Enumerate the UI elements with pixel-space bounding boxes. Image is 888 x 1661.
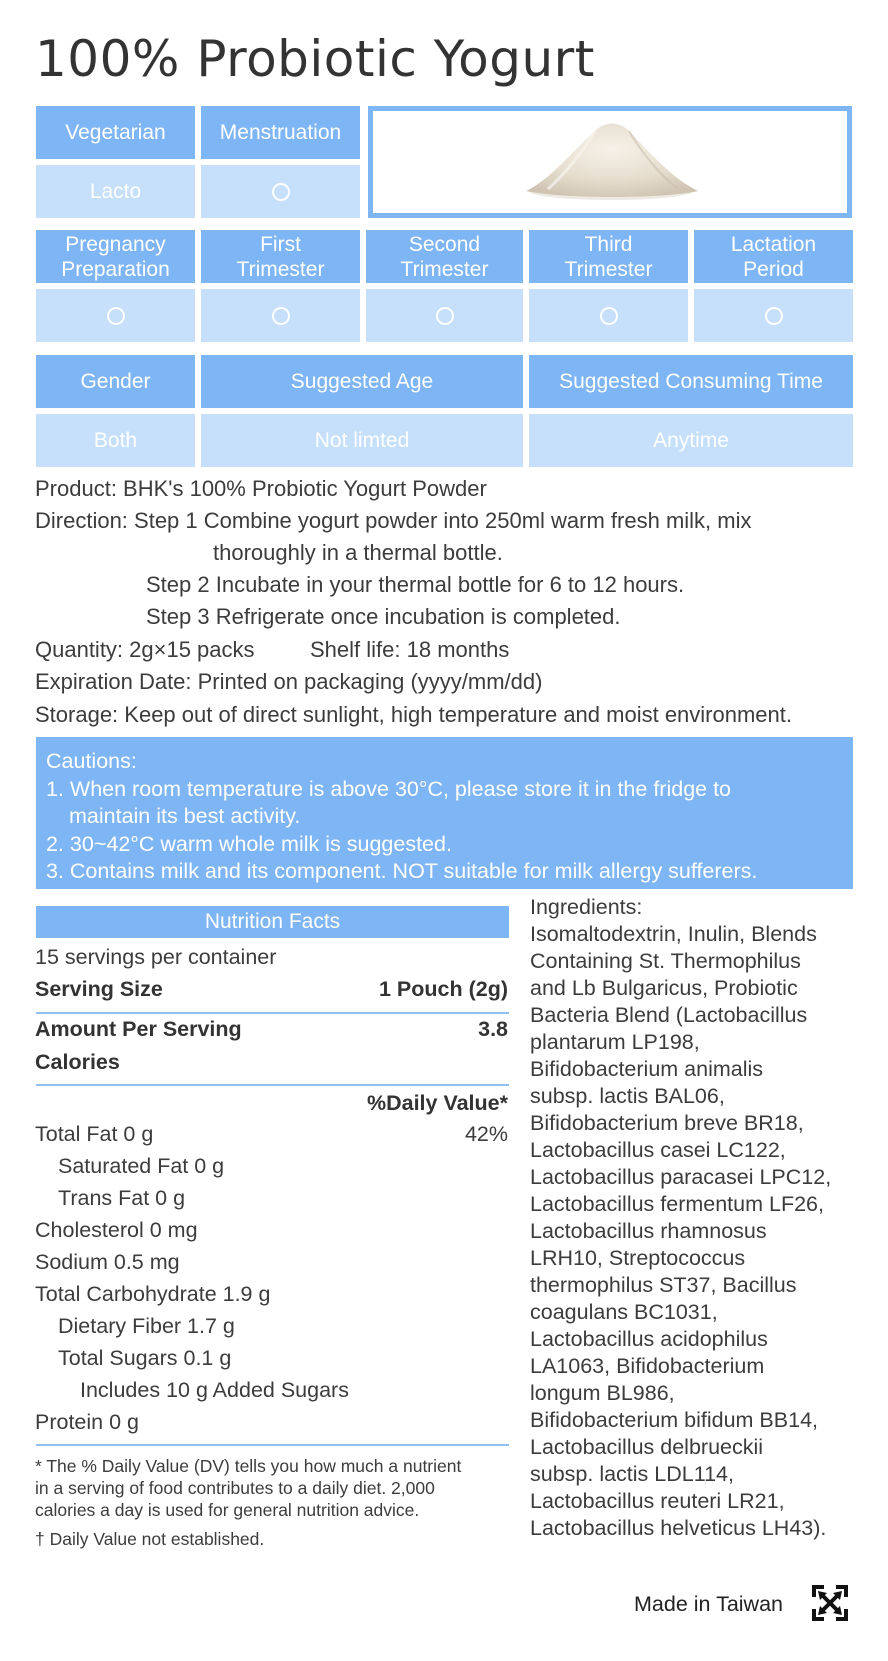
ingredients-line: Bifidobacterium breve BR18, — [530, 1111, 804, 1135]
ingredients-line: Lactobacillus helveticus LH43). — [530, 1516, 827, 1540]
second-trimester-header: Second Trimester — [366, 230, 523, 283]
ingredients-line: longum BL986, — [530, 1381, 675, 1405]
ingredients-line: Lactobacillus fermentum LF26, — [530, 1192, 824, 1216]
ingredients-line: LA1063, Bifidobacterium — [530, 1354, 765, 1378]
caution-item-1: 1. When room temperature is above 30°C, please store it in the fridge to — [46, 777, 732, 801]
total-fat: Total Fat 0 g — [35, 1122, 154, 1146]
footnote-line: in a serving of food contributes to a daily diet. 2,000 — [35, 1478, 435, 1498]
total-fat-dv: 42% — [464, 1122, 508, 1146]
trans-fat: Trans Fat 0 g — [58, 1186, 186, 1210]
storage-line: Storage: Keep out of direct sunlight, high temperature and moist environment. — [35, 702, 792, 727]
footnote-line: * The % Daily Value (DV) tells you how much a nutrient — [35, 1456, 462, 1476]
ingredients-line: Bifidobacterium bifidum BB14, — [530, 1408, 819, 1432]
dietary-fiber: Dietary Fiber 1.7 g — [58, 1314, 235, 1338]
ingredients-line: Lactobacillus reuteri LR21, — [530, 1489, 785, 1513]
shelf-life-line: Shelf life: 18 months — [310, 637, 510, 662]
made-in-label: Made in Taiwan — [634, 1592, 783, 1616]
serving-size-label: Serving Size — [35, 977, 163, 1001]
suggested-time-value: Anytime — [529, 414, 853, 467]
calories-value: 3.8 — [478, 1017, 508, 1041]
caution-item-3: 3. Contains milk and its component. NOT suitable for milk allergy sufferers. — [46, 859, 758, 883]
saturated-fat: Saturated Fat 0 g — [58, 1154, 225, 1178]
cautions-box — [36, 737, 853, 889]
protein: Protein 0 g — [35, 1410, 139, 1434]
suggested-age-header: Suggested Age — [201, 355, 523, 408]
ingredients-line: Bifidobacterium animalis — [530, 1057, 764, 1081]
circle-icon — [600, 307, 618, 325]
product-image-box — [368, 106, 852, 218]
added-sugars: Includes 10 g Added Sugars — [80, 1378, 349, 1402]
first-trimester-header: First Trimester — [201, 230, 360, 283]
circle-icon — [272, 183, 290, 201]
menstruation-value — [201, 165, 360, 218]
footnote-dagger: † Daily Value not established. — [35, 1529, 265, 1549]
lactation-period-header: Lactation Period — [694, 230, 853, 283]
first-trimester-value — [201, 289, 360, 342]
suggested-age-value: Not limted — [201, 414, 523, 467]
ingredients-line: LRH10, Streptococcus — [530, 1246, 746, 1270]
sodium: Sodium 0.5 mg — [35, 1250, 180, 1274]
caution-item-2: 2. 30~42°C warm whole milk is suggested. — [46, 832, 452, 856]
ingredients-line: Bacteria Blend (Lactobacillus — [530, 1003, 808, 1027]
ingredients-line: subsp. lactis LDL114, — [530, 1462, 734, 1486]
pregnancy-preparation-header: Pregnancy Preparation — [36, 230, 195, 283]
gender-header: Gender — [36, 355, 195, 408]
third-trimester-header: Third Trimester — [529, 230, 688, 283]
lactation-period-value — [694, 289, 853, 342]
ingredients-line: Containing St. Thermophilus — [530, 949, 801, 973]
yogurt-powder-pile-image — [373, 111, 847, 213]
caution-item-1-cont: maintain its best activity. — [69, 804, 301, 828]
circle-icon — [272, 307, 290, 325]
direction-step2: Step 2 Incubate in your thermal bottle for 6 to 12 hours. — [146, 572, 685, 597]
ingredients-line: thermophilus ST37, Bacillus — [530, 1273, 797, 1297]
ingredients-line: Lactobacillus acidophilus — [530, 1327, 768, 1351]
ingredients-line: Lactobacillus casei LC122, — [530, 1138, 786, 1162]
divider — [36, 1012, 509, 1014]
serving-size-value: 1 Pouch (2g) — [378, 977, 508, 1001]
second-trimester-value — [366, 289, 523, 342]
gender-value: Both — [36, 414, 195, 467]
ingredients-line: subsp. lactis BAL06, — [530, 1084, 725, 1108]
direction-step1-cont: thoroughly in a thermal bottle. — [213, 540, 503, 565]
circle-icon — [107, 307, 125, 325]
circle-icon — [436, 307, 454, 325]
cholesterol: Cholesterol 0 mg — [35, 1218, 198, 1242]
ingredients-line: Lactobacillus paracasei LPC12, — [530, 1165, 832, 1189]
vegetarian-value: Lacto — [36, 165, 195, 218]
recycle-icon — [810, 1583, 850, 1623]
divider — [36, 1444, 509, 1446]
divider — [36, 1084, 509, 1086]
footnote-line: calories a day is used for general nutrition advice. — [35, 1500, 420, 1520]
circle-icon — [765, 307, 783, 325]
quantity-line: Quantity: 2g×15 packs — [35, 637, 255, 662]
daily-value-header: %Daily Value* — [366, 1091, 508, 1115]
pregnancy-preparation-value — [36, 289, 195, 342]
ingredients-line: and Lb Bulgaricus, Probiotic — [530, 976, 798, 1000]
nutrition-facts-title: Nutrition Facts — [36, 906, 509, 938]
ingredients-line: Lactobacillus rhamnosus — [530, 1219, 767, 1243]
vegetarian-header: Vegetarian — [36, 106, 195, 159]
total-carbohydrate: Total Carbohydrate 1.9 g — [35, 1282, 271, 1306]
ingredients-line: Lactobacillus delbrueckii — [530, 1435, 764, 1459]
expiration-line: Expiration Date: Printed on packaging (yyyy/mm/dd) — [35, 669, 543, 694]
ingredients-line: coagulans BC1031, — [530, 1300, 718, 1324]
ingredients-line: Isomaltodextrin, Inulin, Blends — [530, 922, 817, 946]
cautions-title: Cautions: — [46, 749, 137, 773]
ingredients-line: plantarum LP198, — [530, 1030, 700, 1054]
direction-step1: Direction: Step 1 Combine yogurt powder into 250ml warm fresh milk, mix — [35, 508, 752, 533]
product-line: Product: BHK's 100% Probiotic Yogurt Powder — [35, 476, 487, 501]
calories-label: Calories — [35, 1050, 120, 1074]
third-trimester-value — [529, 289, 688, 342]
suggested-time-header: Suggested Consuming Time — [529, 355, 853, 408]
amount-per-serving-label: Amount Per Serving — [35, 1017, 242, 1041]
ingredients-line: Ingredients: — [530, 895, 643, 919]
menstruation-header: Menstruation — [201, 106, 360, 159]
direction-step3: Step 3 Refrigerate once incubation is completed. — [146, 604, 621, 629]
servings-per-container: 15 servings per container — [35, 945, 277, 969]
page-title: 100% Probiotic Yogurt — [35, 30, 595, 88]
total-sugars: Total Sugars 0.1 g — [58, 1346, 232, 1370]
